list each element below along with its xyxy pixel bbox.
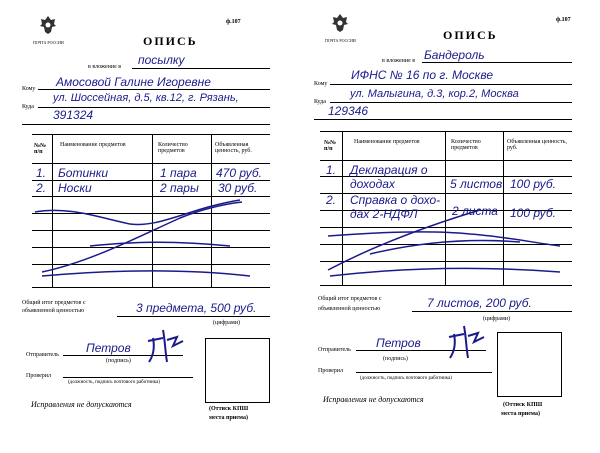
col-name-header: Наименование предметов (354, 139, 420, 145)
address-line-2: 391324 (53, 108, 94, 122)
stamp-label-1: (Оттиск КПШ (209, 406, 249, 412)
checked-hint: (должность, подпись почтового работника) (68, 380, 160, 385)
recipient-name: ИФНС № 16 по г. Москве (351, 68, 494, 82)
total-label-2: объявленной ценностью (22, 308, 85, 314)
checked-hint: (должность, подпись почтового работника) (360, 376, 452, 381)
stamp-label-2: места приема) (501, 411, 540, 417)
row-1-qty: 1 пара (160, 166, 197, 180)
row-1-value: 470 руб. (216, 166, 262, 180)
enclosure-label: в вложение в (88, 64, 122, 70)
total-label-2: объявленной ценностью (318, 306, 381, 312)
col-qty-header: Количество предметов (158, 142, 188, 154)
emblem-caption: ПОЧТА РОССИИ (33, 40, 64, 45)
total-hint: (цифрами) (213, 320, 240, 326)
stamp-box (205, 338, 270, 403)
enclosure-value: Бандероль (424, 48, 485, 62)
row-1-name-line-1: Декларация о (350, 163, 428, 177)
enclosure-value: посылку (138, 53, 185, 67)
row-2-name: Носки (58, 181, 92, 195)
recipient-name: Амосовой Галине Игоревне (56, 75, 211, 89)
cross-out-strokes (30, 196, 270, 288)
form-title: ОПИСЬ (143, 34, 198, 48)
sender-label: Отправитель (318, 347, 351, 353)
to-label: Кому (314, 81, 328, 87)
row-2-name-line-1: Справка о дохо- (350, 193, 441, 207)
checked-label: Проверил (318, 368, 343, 374)
cross-out-strokes (320, 208, 572, 288)
sender-hint: (подпись) (383, 356, 408, 362)
sender-value: Петров (376, 336, 421, 350)
col-qty-header: Количество предметов (451, 139, 481, 151)
total-hint: (цифрами) (483, 316, 510, 322)
row-2-number: 2. (326, 193, 337, 207)
total-label-1: Общий итог предметов с (318, 296, 382, 302)
address-line-2: 129346 (328, 104, 369, 118)
col-name-header: Наименование предметов (60, 142, 126, 148)
row-2-number: 2. (36, 181, 47, 195)
row-1-value: 100 руб. (510, 177, 556, 191)
note-no-corrections: Исправления не допускаются (31, 400, 132, 409)
where-label: Куда (22, 104, 34, 110)
form-code: ф.107 (556, 17, 571, 23)
row-1-number: 1. (326, 163, 337, 177)
total-value: 7 листов, 200 руб. (427, 296, 532, 310)
signature-mark (143, 326, 188, 366)
col-number-header: №№ п/п (324, 140, 337, 152)
row-2-qty: 2 пары (160, 181, 199, 195)
row-2-value: 100 руб. (510, 206, 556, 220)
row-1-name-line-2: доходах (350, 177, 395, 191)
row-2-value: 30 руб. (218, 181, 258, 195)
sender-value: Петров (86, 341, 131, 355)
row-1-qty: 5 листов (450, 177, 503, 191)
where-label: Куда (314, 99, 326, 105)
total-label-1: Общий итог предметов с (22, 300, 86, 306)
signature-mark (444, 322, 489, 362)
row-2-name-line-2: дах 2-НДФЛ (350, 207, 418, 221)
right-form (300, 0, 600, 453)
row-2-qty: 2 листа (452, 204, 498, 218)
stamp-box (497, 332, 562, 397)
row-1-number: 1. (36, 166, 47, 180)
checked-label: Проверил (26, 373, 51, 379)
total-value: 3 предмета, 500 руб. (136, 301, 257, 315)
form-code: ф.107 (226, 19, 241, 25)
emblem-caption: ПОЧТА РОССИИ (325, 38, 356, 43)
to-label: Кому (22, 86, 36, 92)
stamp-label-1: (Оттиск КПШ (503, 402, 543, 408)
eagle-emblem-icon (330, 12, 350, 36)
note-no-corrections: Исправления не допускаются (323, 395, 424, 404)
col-value-header: Объявленная ценность, руб. (215, 142, 252, 154)
enclosure-label: в вложение в (382, 58, 416, 64)
col-value-header: Объявленная ценность, руб. (507, 139, 567, 151)
sender-hint: (подпись) (106, 358, 131, 364)
address-line-1: ул. Малыгина, д.3, кор.2, Москва (350, 88, 519, 100)
eagle-emblem-icon (38, 14, 58, 38)
row-1-name: Ботинки (58, 166, 109, 180)
stamp-label-2: места приема) (209, 415, 248, 421)
address-line-1: ул. Шоссейная, д.5, кв.12, г. Рязань, (53, 92, 239, 104)
col-number-header: №№ п/п (34, 143, 47, 155)
sender-label: Отправитель (26, 352, 59, 358)
form-title: ОПИСЬ (443, 28, 498, 42)
